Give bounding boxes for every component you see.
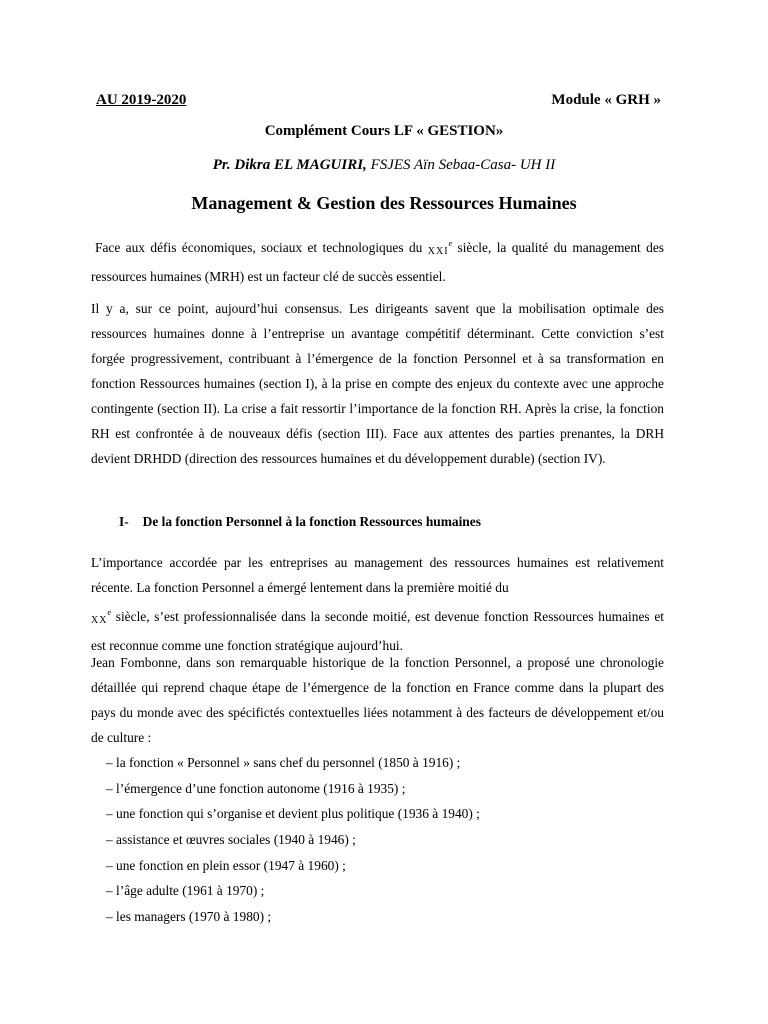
list-item: – une fonction qui s’organise et devient plus politique (1936 à 1940) ; xyxy=(106,806,480,822)
author-line xyxy=(0,157,768,174)
history-century: XX xyxy=(91,615,108,626)
chronology-list xyxy=(106,750,666,930)
author-affiliation: FSJES Aïn Sebaa-Casa- UH II xyxy=(370,157,556,173)
intro-text-after: siècle, la qualité du management des ressources humaines (MRH) est un facteur clé de succès essentiel. xyxy=(91,240,664,284)
list-item: – une fonction en plein essor (1947 à 1960) ; xyxy=(106,857,346,873)
list-item: – la fonction « Personnel » sans chef du personnel (1850 à 1916) ; xyxy=(106,755,461,770)
module-label: Module « GRH » xyxy=(551,92,661,108)
document-title: Management & Gestion des Ressources Humaines xyxy=(191,193,577,213)
list-item: – l’âge adulte (1961 à 1970) ; xyxy=(106,883,265,899)
history-text-after: siècle, s’est professionnalisée dans la seconde moitié, est devenue fonction Ressources humaines et est reconnue comme une fonction stratégique aujourd’hui. xyxy=(91,609,664,653)
paragraph-fombonne: Jean Fombonne, dans son remarquable historique de la fonction Personnel, a proposé une chronologie détaillée qui reprend chaque étape de l’émergence de la fonction en France comme dans la plupart des pays du monde avec des spécifictés contextuelles liées notamment à des facteurs de développement et/ou de culture : xyxy=(91,655,664,745)
paragraph-consensus: Il y a, sur ce point, aujourd’hui consensus. Les dirigeants savent que la mobilisation optimale des ressources humaines donne à l’entreprise un avantage compétitif déterminant. Cette conviction s’est forgée progressivement, contribuant à l’émergence de la fonction Personnel et à sa transformation en fonction Ressources humaines (section I), à la prise en compte des enjeux du contexte avec une approche contingente (section II). La crise a fait ressortir l’importance de la fonction RH. Après la crise, la fonction RH est confrontée à de nouveaux défis (section III). Face aux attentes des parties prenantes, la DRH devient DRHDD (direction des ressources humaines et du développement durable) (section IV). xyxy=(91,301,664,466)
list-item: – assistance et œuvres sociales (1940 à 1946) ; xyxy=(106,832,356,848)
history-text-before: L’importance accordée par les entreprises au management des ressources humaines est relativement récente. La fonction Personnel a émergé lentement dans la première moitié du xyxy=(91,555,664,595)
paragraph-history xyxy=(91,550,664,658)
course-subtitle: Complément Cours LF « GESTION» xyxy=(264,123,504,139)
header-row xyxy=(96,92,661,109)
section-heading xyxy=(119,514,481,530)
intro-century-sup: e xyxy=(448,239,453,248)
list-item: – l’émergence d’une fonction autonome (1916 à 1935) ; xyxy=(106,780,406,796)
author-name: Pr. Dikra EL MAGUIRI, xyxy=(212,157,367,173)
history-century-sup: e xyxy=(107,608,112,617)
intro-text-before: Face aux défis économiques, sociaux et technologiques du xyxy=(95,240,423,255)
intro-century: XXI xyxy=(427,246,449,257)
section-number: I- xyxy=(119,514,129,529)
academic-year: AU 2019-2020 xyxy=(96,92,187,108)
list-item: – les managers (1970 à 1980) ; xyxy=(106,909,272,925)
intro-paragraph xyxy=(91,231,664,289)
section-title: De la fonction Personnel à la fonction Ressources humaines xyxy=(142,514,481,529)
